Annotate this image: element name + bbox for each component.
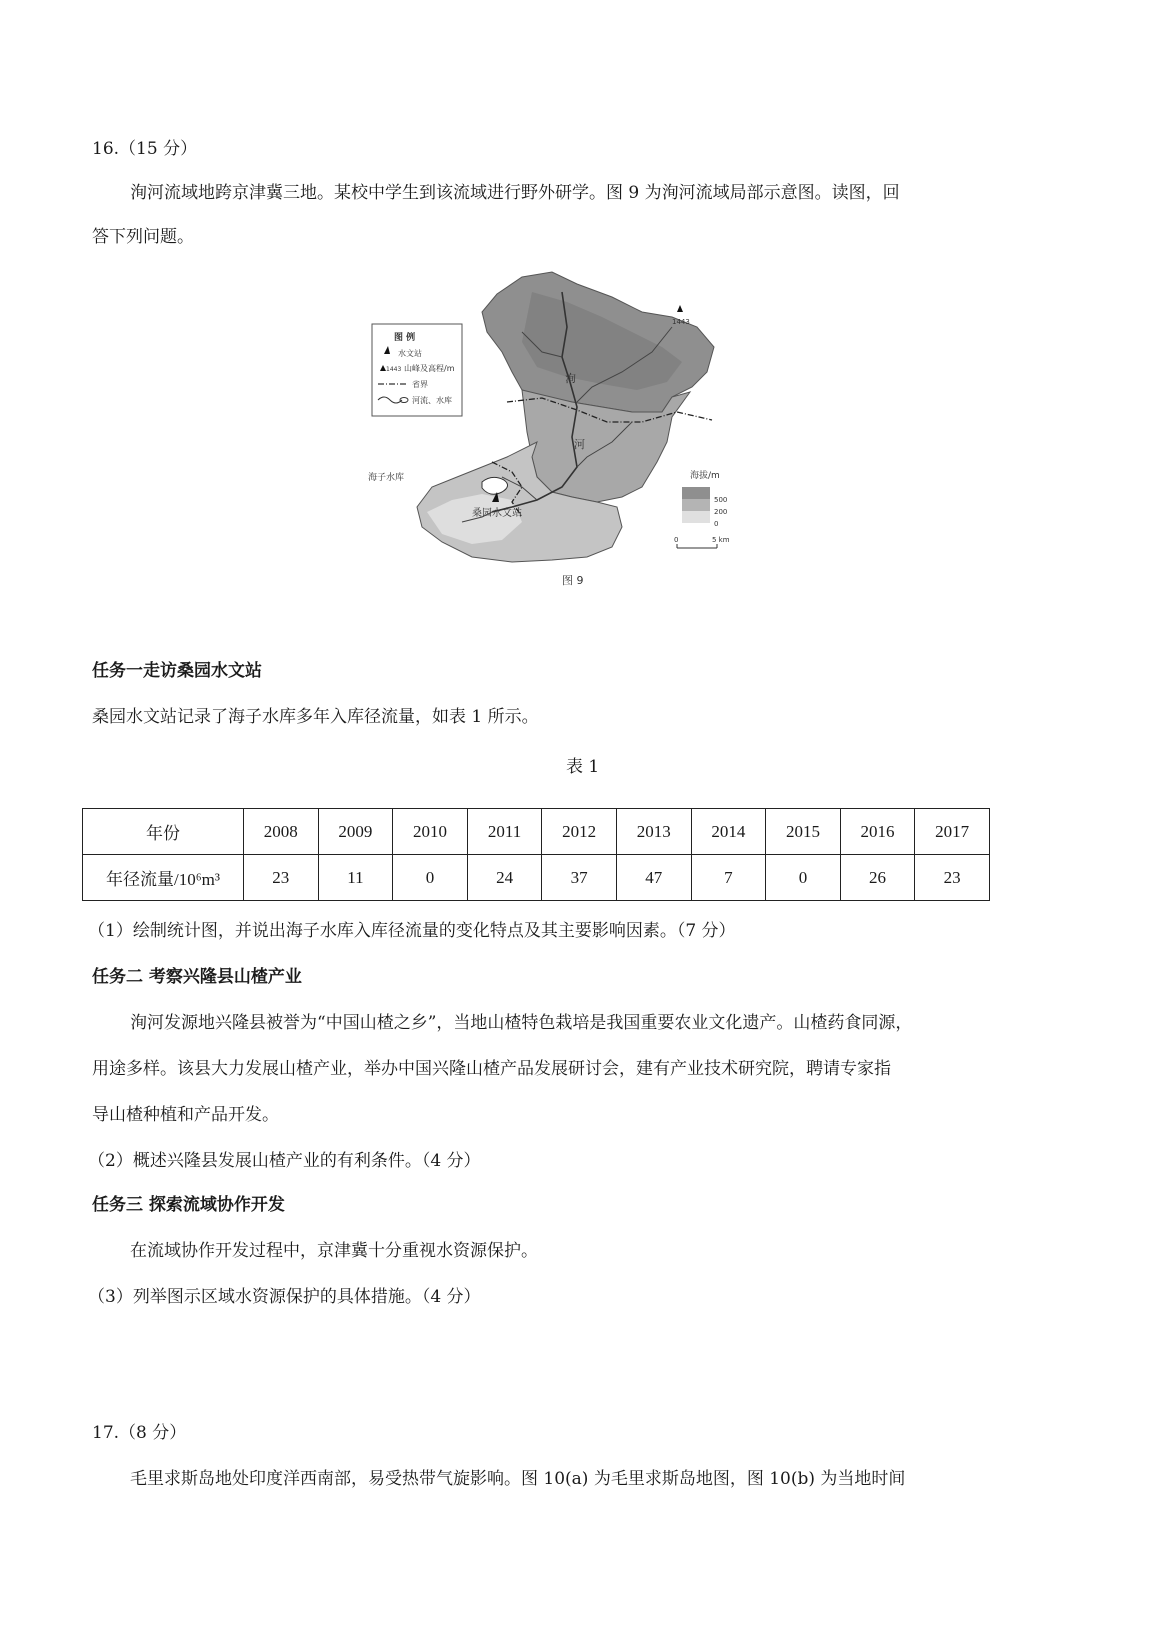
- scale-0: 0: [674, 536, 679, 544]
- table-row-years: [83, 809, 990, 855]
- runoff-table: [82, 808, 990, 901]
- year-cell: 2008: [244, 809, 319, 855]
- station-label: 桑园水文站: [472, 508, 522, 519]
- runoff-cell: 37: [542, 855, 617, 901]
- elev-0: 0: [714, 520, 719, 528]
- table1-caption: 表 1: [566, 757, 600, 777]
- legend-title: 图 例: [394, 333, 416, 343]
- legend-peak: 山峰及高程/m: [404, 364, 455, 373]
- elev-swatch-high: [682, 487, 710, 499]
- table-header-year: 年份: [83, 809, 244, 855]
- legend-peak-num: 1443: [386, 366, 402, 373]
- runoff-cell: 47: [616, 855, 691, 901]
- elevation-title: 海拔/m: [690, 471, 720, 481]
- peak-marker-icon: [677, 305, 683, 312]
- q16-intro-line1: 洵河流域地跨京津冀三地。某校中学生到该流域进行野外研学。图 9 为洵河流域局部示意图。读图，回: [130, 183, 900, 203]
- q16-header: 16.（15 分）: [92, 139, 198, 159]
- river-char-2: 河: [574, 438, 585, 451]
- runoff-cell: 11: [318, 855, 393, 901]
- runoff-cell: 23: [244, 855, 319, 901]
- elev-200: 200: [714, 508, 728, 516]
- question-3: （3）列举图示区域水资源保护的具体措施。（4 分）: [88, 1287, 481, 1307]
- elev-swatch-mid: [682, 499, 710, 511]
- figure-caption: 图 9: [562, 574, 584, 587]
- task2-para-line3: 导山楂种植和产品开发。: [92, 1105, 279, 1125]
- peak-label: 1443: [672, 318, 690, 326]
- q16-intro-line2: 答下列问题。: [92, 227, 194, 247]
- task2-para-line1: 洵河发源地兴隆县被誉为“中国山楂之乡”，当地山楂特色栽培是我国重要农业文化遗产。山楂药食同源，: [130, 1013, 913, 1033]
- reservoir-label: 海子水库: [368, 473, 405, 483]
- runoff-cell: 26: [840, 855, 915, 901]
- year-cell: 2016: [840, 809, 915, 855]
- year-cell: 2009: [318, 809, 393, 855]
- task1-text: 桑园水文站记录了海子水库多年入库径流量，如表 1 所示。: [92, 707, 539, 727]
- runoff-cell: 0: [766, 855, 841, 901]
- table-header-runoff: 年径流量/10⁶m³: [83, 855, 244, 901]
- task3-title: 任务三 探索流域协作开发: [92, 1195, 285, 1215]
- question-1: （1）绘制统计图，并说出海子水库入库径流量的变化特点及其主要影响因素。（7 分）: [88, 921, 736, 941]
- figure-9-map: [368, 272, 792, 620]
- question-2: （2）概述兴隆县发展山楂产业的有利条件。（4 分）: [88, 1151, 481, 1171]
- task1-title: 任务一走访桑园水文站: [92, 661, 262, 681]
- legend-river: 河流、水库: [412, 396, 452, 405]
- year-cell: 2010: [393, 809, 468, 855]
- table-row-runoff: [83, 855, 990, 901]
- elev-500: 500: [714, 496, 728, 504]
- year-cell: 2012: [542, 809, 617, 855]
- runoff-cell: 0: [393, 855, 468, 901]
- runoff-cell: 24: [467, 855, 542, 901]
- year-cell: 2014: [691, 809, 766, 855]
- q17-intro-line1: 毛里求斯岛地处印度洋西南部，易受热带气旋影响。图 10(a) 为毛里求斯岛地图，图 10(b) 为当地时间: [130, 1469, 906, 1489]
- task3-text: 在流域协作开发过程中，京津冀十分重视水资源保护。: [130, 1241, 538, 1261]
- q17-header: 17.（8 分）: [92, 1423, 187, 1443]
- year-cell: 2015: [766, 809, 841, 855]
- runoff-cell: 7: [691, 855, 766, 901]
- elev-swatch-low: [682, 511, 710, 523]
- legend-border: 省界: [412, 380, 428, 389]
- scale-km: 5 km: [712, 536, 730, 544]
- task2-title: 任务二 考察兴隆县山楂产业: [92, 967, 302, 987]
- year-cell: 2017: [915, 809, 990, 855]
- task2-para-line2: 用途多样。该县大力发展山楂产业，举办中国兴隆山楂产品发展研讨会，建有产业技术研究院，聘请专家指: [92, 1059, 891, 1079]
- river-char-1: 洵: [565, 372, 576, 385]
- year-cell: 2013: [616, 809, 691, 855]
- year-cell: 2011: [467, 809, 542, 855]
- basin-map-svg: [368, 272, 792, 620]
- legend-station: 水文站: [398, 349, 422, 358]
- runoff-cell: 23: [915, 855, 990, 901]
